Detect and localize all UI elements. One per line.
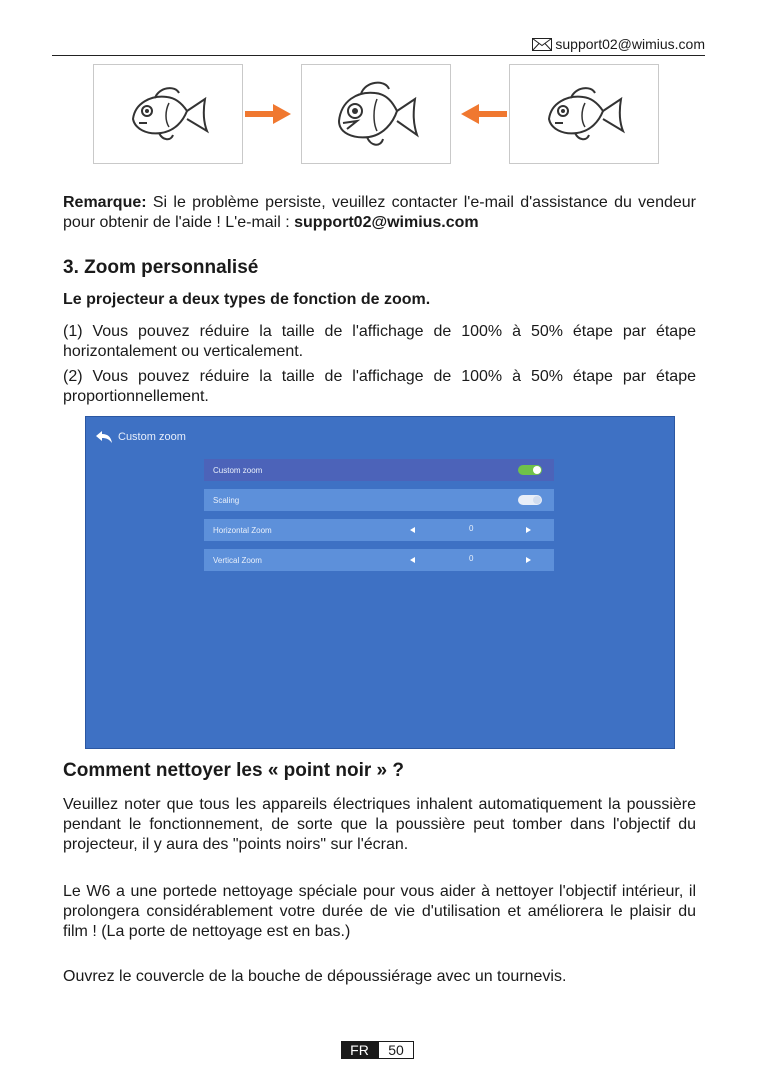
zoom-item-2: (2) Vous pouvez réduire la taille de l'affichage de 100% à 50% étape par étape proportionnellement.: [63, 368, 696, 405]
fish-box-enlarged: [301, 64, 451, 164]
clean-paragraph-2: Le W6 a une portede nettoyage spéciale pour vous aider à nettoyer l'objectif intérieur, il prolongera considérablement votre durée de vie d'utilisation et améliorera le plaisir du film ! (La porte de nettoyage est en bas.): [63, 883, 696, 940]
menu-row-label: Custom zoom: [213, 465, 263, 475]
fish-box-normal: [93, 64, 243, 164]
arrow-right-icon: [245, 104, 291, 124]
fish-box-normal-2: [509, 64, 659, 164]
horizontal-zoom-value: 0: [469, 524, 474, 533]
zoom-item-1: (1) Vous pouvez réduire la taille de l'affichage de 100% à 50% étape par étape horizontalement ou verticalement.: [63, 323, 696, 360]
vertical-zoom-value: 0: [469, 554, 474, 563]
screen-title: [96, 431, 186, 443]
header-email-text: support02@wimius.com: [555, 36, 705, 52]
header-divider: [52, 55, 705, 56]
language-badge: FR: [341, 1041, 378, 1059]
fish-icon: [541, 81, 627, 147]
remarque-email[interactable]: support02@wimius.com: [294, 214, 479, 231]
back-arrow-icon[interactable]: [96, 431, 112, 443]
remarque-text: Si le problème persiste, veuillez contacter l'e-mail d'assistance du vendeur pour obtenir de l'aide ! L'e-mail :: [63, 194, 696, 231]
menu-row-label: Scaling: [213, 495, 240, 505]
header-email: [532, 36, 705, 52]
menu-row-horizontal-zoom[interactable]: [204, 519, 554, 541]
increase-arrow-icon[interactable]: [526, 527, 531, 533]
menu-row-scaling[interactable]: [204, 489, 554, 511]
custom-zoom-screen: [85, 416, 675, 749]
clean-section-title: Comment nettoyer les « point noir » ?: [63, 760, 404, 781]
toggle-off[interactable]: [518, 495, 542, 505]
remarque-paragraph: [63, 193, 696, 233]
menu-row-label: Horizontal Zoom: [213, 525, 272, 535]
page-footer: [341, 1041, 414, 1059]
clean-paragraph-3: Ouvrez le couvercle de la bouche de dépoussiérage avec un tournevis.: [63, 968, 567, 985]
fish-icon: [333, 79, 419, 149]
decrease-arrow-icon[interactable]: [410, 557, 415, 563]
arrow-left-icon: [461, 104, 507, 124]
zoom-section-subtitle: Le projecteur a deux types de fonction de zoom.: [63, 291, 431, 308]
remarque-label: Remarque:: [63, 194, 147, 211]
fish-illustration-row: [93, 64, 659, 164]
menu-row-vertical-zoom[interactable]: [204, 549, 554, 571]
page-number: 50: [378, 1041, 414, 1059]
menu-row-custom-zoom[interactable]: [204, 459, 554, 481]
fish-icon: [125, 81, 211, 147]
menu-row-label: Vertical Zoom: [213, 555, 262, 565]
increase-arrow-icon[interactable]: [526, 557, 531, 563]
screen-title-text: Custom zoom: [118, 431, 186, 443]
toggle-on[interactable]: [518, 465, 542, 475]
decrease-arrow-icon[interactable]: [410, 527, 415, 533]
clean-paragraph-1: Veuillez noter que tous les appareils électriques inhalent automatiquement la poussière pendant le fonctionnement, de sorte que la poussière peut tomber dans l'objectif du projecteur, il y aura des "points noirs" sur l'écran.: [63, 796, 696, 853]
zoom-section-title: 3. Zoom personnalisé: [63, 257, 259, 278]
envelope-icon: [532, 38, 552, 51]
